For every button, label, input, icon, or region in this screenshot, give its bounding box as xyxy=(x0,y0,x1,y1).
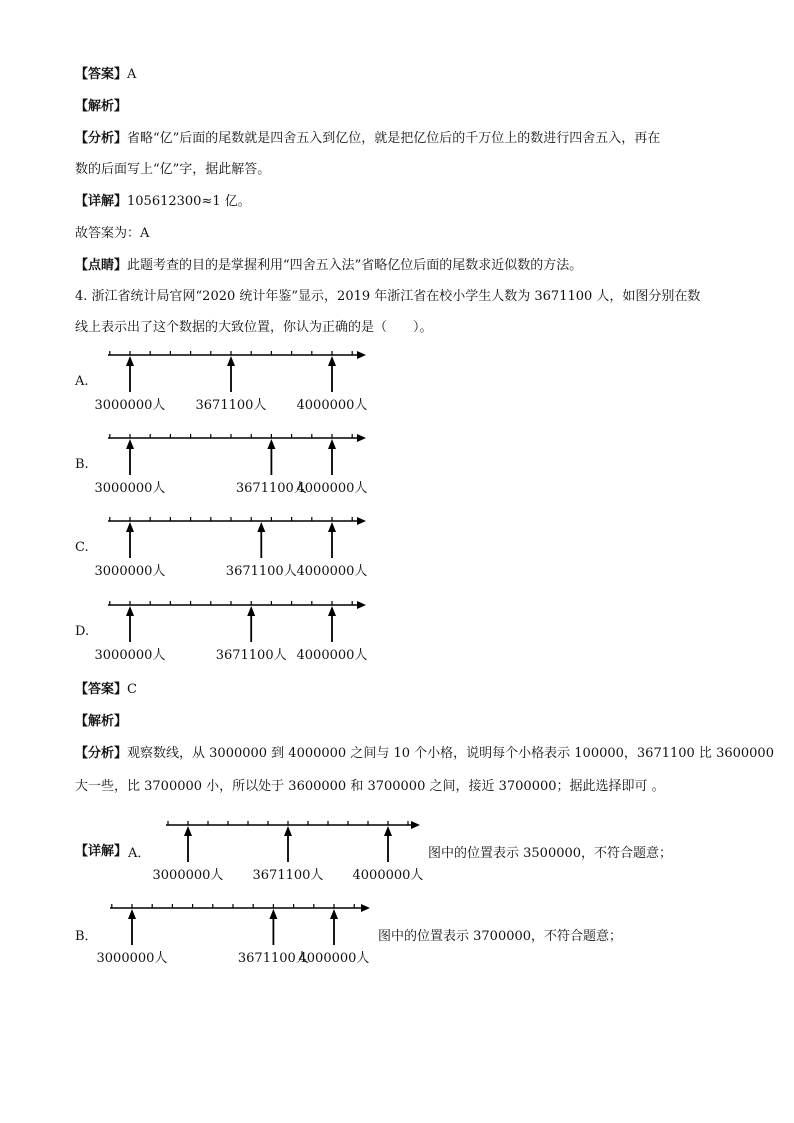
arrow-head xyxy=(267,439,275,449)
fenxi-text1: 观察数线，从 3000000 到 4000000 之间与 10 个小格，说明每个小格表示 100000，3671100 比 3600000 xyxy=(127,746,774,761)
arrow-label: 3000000人 xyxy=(94,564,166,579)
option-letter: A． xyxy=(128,846,151,861)
arrow-head xyxy=(247,606,255,616)
fenxi-line2: 大一些，比 3700000 小，所以处于 3600000 和 3700000 之间，接近 3700000；据此选择即可 。 xyxy=(75,779,665,794)
fenxi-tag: 【分析】 xyxy=(75,746,128,761)
prev-answer-line xyxy=(75,65,136,85)
arrow-label: 3671100人 xyxy=(215,648,287,663)
arrow-label: 3671100人 xyxy=(235,481,307,496)
arrow-head xyxy=(284,826,292,836)
prev-analysis-tag: 【解析】 xyxy=(75,99,128,114)
arrow-head xyxy=(328,522,336,532)
xiangjie-caption: 图中的位置表示 3700000，不符合题意； xyxy=(378,929,623,944)
arrow-label: 3671100人 xyxy=(252,868,324,883)
arrow-head xyxy=(126,522,134,532)
xiangjie-caption: 图中的位置表示 3500000，不符合题意； xyxy=(428,846,673,861)
axis-arrowhead xyxy=(357,601,366,609)
axis-arrowhead xyxy=(361,904,370,912)
arrow-label: 4000000人 xyxy=(352,868,424,883)
xiangjie-tag-line xyxy=(75,842,127,862)
prev-xiangjie-tag: 【详解】 xyxy=(75,194,128,209)
option-letter: B. xyxy=(75,457,89,472)
arrow-head xyxy=(126,439,134,449)
prev-fenxi-line2: 数的后面写上“亿”字，据此解答。 xyxy=(75,162,271,177)
arrow-head xyxy=(269,909,277,919)
prev-xiangjie-line xyxy=(75,192,251,212)
arrow-head xyxy=(227,356,235,366)
option-letter: B． xyxy=(75,929,98,944)
prev-dianjing-text: 此题考查的目的是掌握利用“四舍五入法”省略亿位后面的尾数求近似数的方法。 xyxy=(127,258,583,273)
xiangjie-tag: 【详解】 xyxy=(75,844,128,859)
prev-dianjing-line xyxy=(75,256,582,276)
arrow-label: 4000000人 xyxy=(296,564,368,579)
answer-line xyxy=(75,680,137,700)
prev-dianjing-tag: 【点睛】 xyxy=(75,258,128,273)
option-letter: C. xyxy=(75,540,89,555)
arrow-head xyxy=(328,356,336,366)
arrow-label: 3000000人 xyxy=(94,398,166,413)
arrow-label: 4000000人 xyxy=(296,648,368,663)
prev-answer-value: A xyxy=(127,67,137,82)
answer-tag: 【答案】 xyxy=(75,682,128,697)
arrow-head xyxy=(328,439,336,449)
arrow-label: 3671100人 xyxy=(225,564,297,579)
arrow-head xyxy=(328,606,336,616)
question-line1: 4. 浙江省统计局官网“2020 统计年鉴”显示，2019 年浙江省在校小学生人数为 3671100 人，如图分别在数 xyxy=(75,289,701,304)
prev-fenxi-tag: 【分析】 xyxy=(75,131,128,146)
analysis-tag: 【解析】 xyxy=(75,714,128,729)
question-line2: 线上表示出了这个数据的大致位置，你认为正确的是（ ）。 xyxy=(75,320,433,335)
axis-arrowhead xyxy=(411,821,420,829)
arrow-head xyxy=(126,606,134,616)
arrow-label: 4000000人 xyxy=(298,951,370,966)
fenxi-line1 xyxy=(75,744,774,764)
arrow-label: 3000000人 xyxy=(94,481,166,496)
axis-arrowhead xyxy=(357,434,366,442)
arrow-label: 3671100人 xyxy=(237,951,309,966)
axis-arrowhead xyxy=(357,517,366,525)
arrow-head xyxy=(184,826,192,836)
prev-answer-tag: 【答案】 xyxy=(75,67,128,82)
arrow-head xyxy=(330,909,338,919)
prev-fenxi-text1: 省略“亿”后面的尾数就是四舍五入到亿位，就是把亿位后的千万位上的数进行四舍五入，再在 xyxy=(127,131,661,146)
arrow-head xyxy=(128,909,136,919)
prev-xiangjie-text: 105612300≈1 亿。 xyxy=(127,194,251,209)
axis-arrowhead xyxy=(357,351,366,359)
arrow-head xyxy=(384,826,392,836)
prev-fenxi-line1 xyxy=(75,129,660,149)
arrow-head xyxy=(257,522,265,532)
arrow-label: 3671100人 xyxy=(195,398,267,413)
arrow-label: 3000000人 xyxy=(96,951,168,966)
option-letter: D. xyxy=(75,624,90,639)
arrow-label: 3000000人 xyxy=(94,648,166,663)
arrow-head xyxy=(126,356,134,366)
answer-value: C xyxy=(127,682,137,697)
arrow-label: 4000000人 xyxy=(296,481,368,496)
option-letter: A. xyxy=(75,374,89,389)
prev-conclusion: 故答案为：A xyxy=(75,226,150,241)
arrow-label: 4000000人 xyxy=(296,398,368,413)
arrow-label: 3000000人 xyxy=(152,868,224,883)
